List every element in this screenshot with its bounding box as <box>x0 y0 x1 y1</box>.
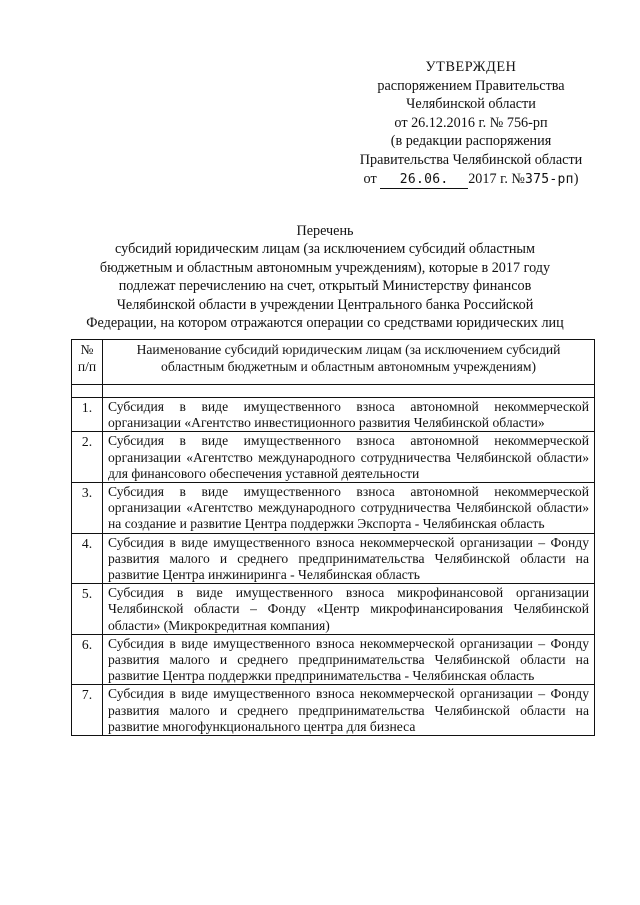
amendment-line <box>340 170 602 190</box>
amendment-year: 2017 г. № <box>468 170 525 187</box>
row-number: 4. <box>72 533 103 584</box>
title-line: Федерации, на котором отражаются операции со средствами юридических лиц <box>86 315 564 332</box>
row-text: Субсидия в виде имущественного взноса автономной некоммерческой организации «Агентство инвестиционного развития Челябинской области» <box>103 398 595 432</box>
amendment-prefix: от <box>363 170 377 187</box>
title-line: подлежат перечислению на счет, открытый Министерству финансов <box>118 278 532 295</box>
row-number: 2. <box>72 432 103 483</box>
approval-title: УТВЕРЖДЕН <box>425 59 517 75</box>
row-text: Субсидия в виде имущественного взноса микрофинансовой организации Челябинской области – Фонду «Центр микрофинансирования Челябинской области» (Микрокредитная компания) <box>103 584 595 635</box>
title-heading: Перечень <box>296 223 354 239</box>
table-row <box>72 432 595 483</box>
amendment-date-field <box>380 171 468 189</box>
row-number: 6. <box>72 634 103 685</box>
approval-line: Правительства Челябинской области <box>359 151 583 168</box>
table-row <box>72 483 595 534</box>
title-line: бюджетным и областным автономным учреждениям), которые в 2017 году <box>99 259 551 276</box>
document-title <box>60 222 590 332</box>
subsidies-table <box>71 339 595 736</box>
table-spacer-row <box>72 385 595 398</box>
approval-line: (в редакции распоряжения <box>390 133 552 150</box>
header-number: № п/п <box>72 340 103 385</box>
row-number: 7. <box>72 685 103 736</box>
table-row <box>72 634 595 685</box>
title-line: субсидий юридическим лицам (за исключением субсидий областным <box>115 241 535 258</box>
row-text: Субсидия в виде имущественного взноса некоммерческой организации – Фонду развития малого и среднего предпринимательства Челябинской области на развитие Центра инжиниринга - Челябинская область <box>103 533 595 584</box>
row-number: 3. <box>72 483 103 534</box>
approval-line: от 26.12.2016 г. № 756-рп <box>394 114 548 131</box>
row-text: Субсидия в виде имущественного взноса автономной некоммерческой организации «Агентство международного сотрудничества Челябинской области» на создание и развитие Центра поддержки Экспорта - Челябинская область <box>103 483 595 534</box>
row-text: Субсидия в виде имущественного взноса автономной некоммерческой организации «Агентство международного сотрудничества Челябинской области» для финансового обеспечения уставной деятельности <box>103 432 595 483</box>
table-row <box>72 584 595 635</box>
row-number: 1. <box>72 398 103 432</box>
table-row <box>72 685 595 736</box>
table-row <box>72 533 595 584</box>
title-line: Челябинской области в учреждении Центрального банка Российской <box>116 296 534 313</box>
table-header-row <box>72 340 595 385</box>
spacer-cell <box>72 385 103 398</box>
approval-line: Челябинской области <box>406 96 536 113</box>
amendment-date: 26.06. <box>399 171 449 187</box>
approval-stamp <box>340 58 602 189</box>
approval-line: распоряжением Правительства <box>377 77 565 94</box>
row-text: Субсидия в виде имущественного взноса некоммерческой организации – Фонду развития малого и среднего предпринимательства Челябинской области на развитие Центра поддержки предпринимательства - Челябинская область <box>103 634 595 685</box>
amendment-number: 375-рп <box>524 171 574 187</box>
spacer-cell <box>103 385 595 398</box>
row-number: 5. <box>72 584 103 635</box>
table-row <box>72 398 595 432</box>
row-text: Субсидия в виде имущественного взноса некоммерческой организации – Фонду развития малого и среднего предпринимательства Челябинской области на развитие многофункционального центра для бизнеса <box>103 685 595 736</box>
header-name: Наименование субсидий юридическим лицам (за исключением субсидий областным бюджетным и областным автономным учреждениям) <box>103 340 595 385</box>
amendment-close: ) <box>573 170 579 187</box>
